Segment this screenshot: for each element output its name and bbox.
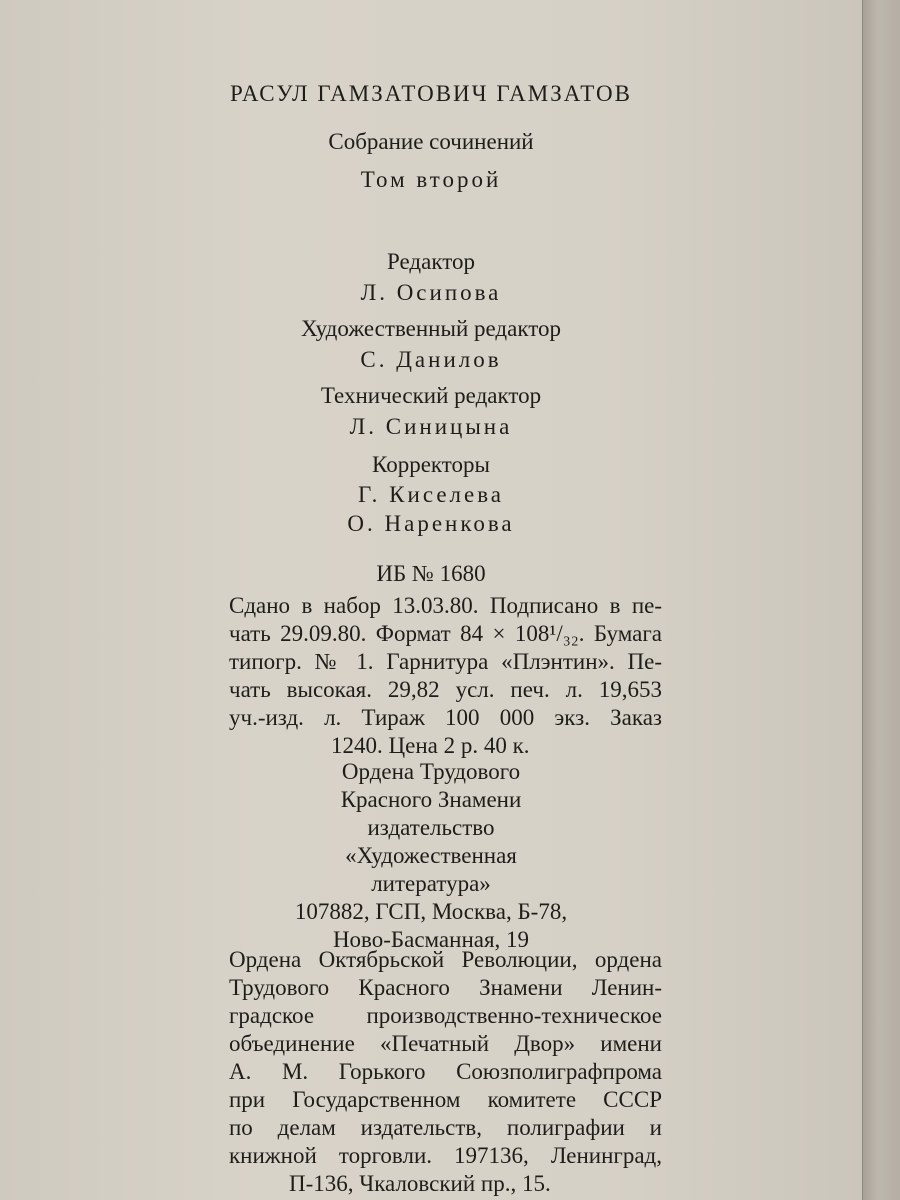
print-info-line: уч.-изд. л. Тираж 100 000 экз. Заказ [229, 705, 662, 730]
print-info-line: чать 29.09.80. Формат 84 × 108¹/₃₂. Бумага [229, 621, 662, 646]
credit-name: Г. Киселева [357, 482, 504, 507]
printer-line: объединение «Печатный Двор» имени [229, 1031, 662, 1056]
publisher-line: литература» [371, 871, 491, 896]
author-name: РАСУЛ ГАМЗАТОВИЧ ГАМЗАТОВ [229, 81, 633, 106]
printer-line: Ордена Октябрьской Революции, ордена [229, 947, 662, 972]
printer-line: при Государственном комитете СССР [229, 1087, 662, 1112]
publisher-address: 107882, ГСП, Москва, Б-78, [294, 899, 568, 924]
credit-role: Художественный редактор [301, 316, 561, 341]
printer-line: градское производственно-техническое [229, 1003, 662, 1028]
print-info-line: Сдано в набор 13.03.80. Подписано в пе- [229, 593, 662, 618]
publisher-address: Ново-Басманная, 19 [332, 927, 530, 952]
publisher-block [0, 758, 862, 954]
credit-name: Л. Синицына [349, 414, 513, 439]
credit-name: О. Наренкова [347, 511, 515, 536]
credit-role: Технический редактор [320, 383, 542, 408]
publisher-line: «Художественная [345, 843, 517, 868]
credit-role: Редактор [387, 249, 475, 274]
printer-block [229, 946, 662, 1198]
printer-line: книжной торговли. 197136, Ленинград, [229, 1143, 662, 1168]
publisher-line: Красного Знамени [340, 787, 522, 812]
printer-line: П-136, Чкаловский пр., 15. [289, 1171, 551, 1196]
collection-title: Собрание сочинений [328, 129, 534, 154]
publisher-line: издательство [367, 815, 495, 840]
print-info-line: чать высокая. 29,82 усл. печ. л. 19,653 [229, 677, 662, 702]
credit-name: Л. Осипова [360, 280, 502, 305]
printer-line: Трудового Красного Знамени Ленин- [229, 975, 662, 1000]
print-info-line: 1240. Цена 2 р. 40 к. [331, 733, 530, 758]
printer-line: по делам издательств, полиграфии и [229, 1115, 662, 1140]
page-edge [862, 0, 900, 1200]
publisher-line: Ордена Трудового [341, 759, 521, 784]
volume-title: Том второй [360, 167, 502, 192]
credit-role: Корректоры [372, 452, 490, 477]
print-info-line: типогр. № 1. Гарнитура «Плэнтин». Пе- [229, 649, 662, 674]
printer-line: А. М. Горького Союзполиграфпрома [229, 1059, 662, 1084]
ib-number: ИБ № 1680 [376, 561, 486, 586]
credit-name: С. Данилов [360, 347, 502, 372]
print-info-block [229, 592, 662, 760]
